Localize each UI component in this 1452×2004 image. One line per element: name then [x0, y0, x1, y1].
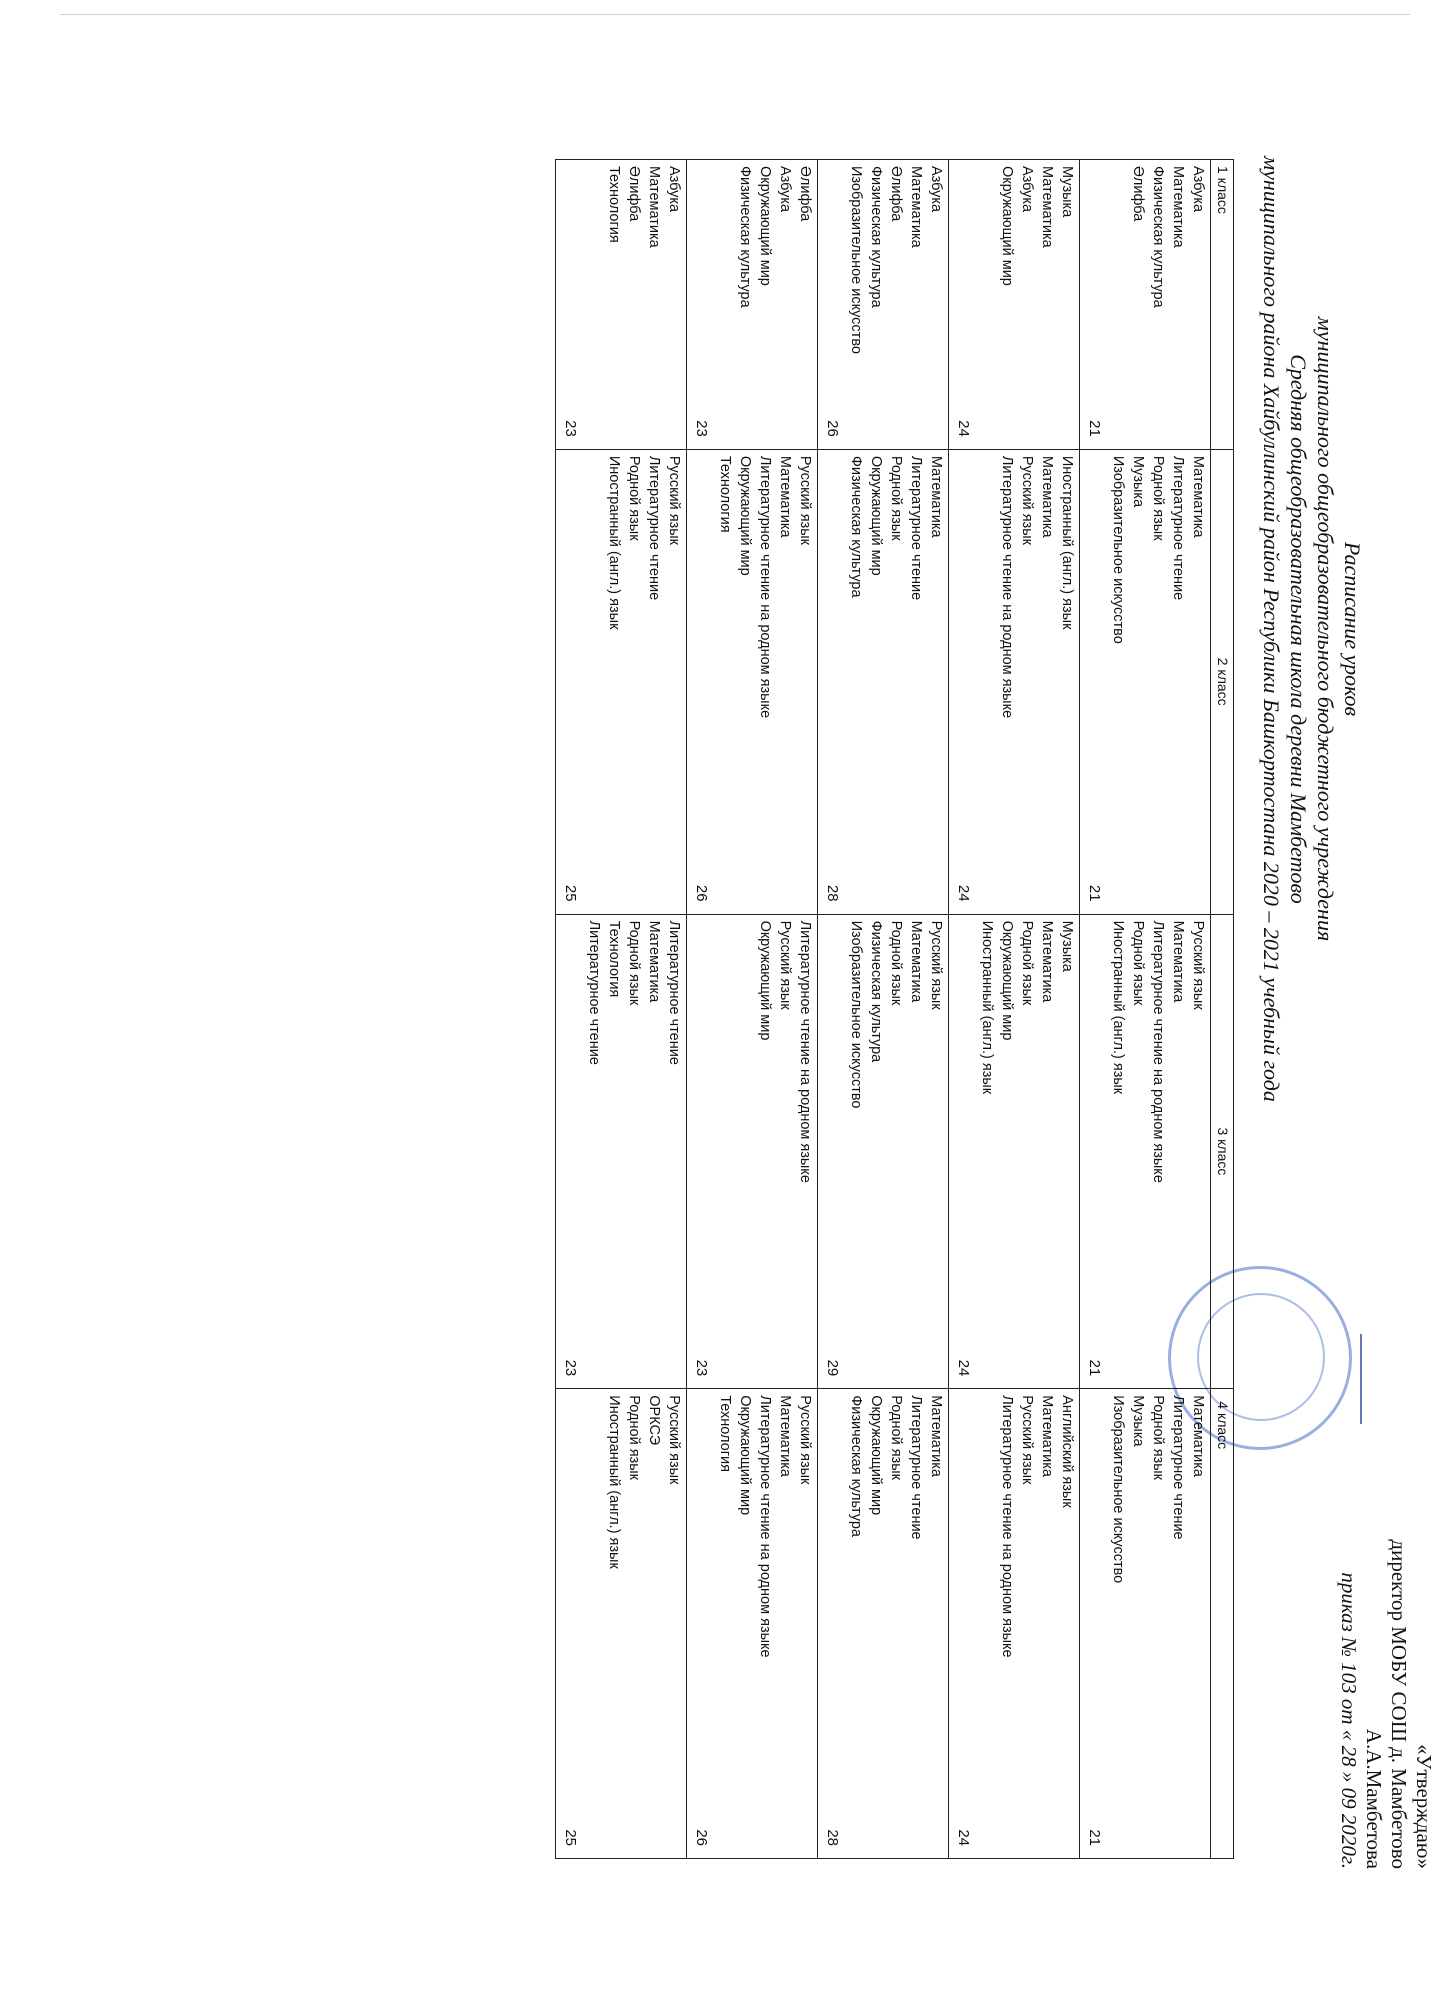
- title-line-4: муниципального района Хайбуллинский район Республики Башкортостана 2020 – 2021 учебный года: [1259, 156, 1284, 1102]
- title-line-1: Расписание уроков: [1340, 541, 1365, 717]
- lesson-name: Родной язык: [1130, 920, 1146, 1006]
- weekly-hours-total: 23: [562, 1359, 579, 1377]
- schedule-cell: [1080, 914, 1211, 1389]
- lesson-name: Русский язык: [928, 920, 944, 1010]
- lesson-name: Математика: [1190, 1395, 1206, 1477]
- schedule-cell: [818, 449, 949, 914]
- signature: [1360, 1334, 1384, 1424]
- schedule-cell: [1080, 1389, 1211, 1859]
- lesson-name: Математика: [777, 1395, 793, 1477]
- weekly-hours-total: 23: [693, 420, 710, 437]
- schedule-cell: [556, 160, 687, 450]
- weekly-hours-total: 24: [955, 884, 972, 902]
- weekly-hours-total: 24: [955, 1829, 972, 1846]
- lesson-name: Математика: [928, 1395, 944, 1477]
- lesson-name: Родной язык: [626, 455, 642, 541]
- lesson-name: Иностранный (англ.) язык: [606, 1395, 622, 1569]
- lesson-name: Математика: [1039, 166, 1055, 248]
- lesson-name: Литературное чтение: [1170, 1395, 1186, 1540]
- lesson-name: Математика: [928, 455, 944, 538]
- lesson-name: Русский язык: [797, 455, 813, 545]
- table-row: [949, 160, 1080, 1859]
- lesson-name: Литературное чтение: [666, 920, 682, 1065]
- lesson-name: Физическая культура: [868, 920, 884, 1063]
- schedule-cell: [949, 449, 1080, 914]
- lesson-name: Математика: [1039, 455, 1055, 538]
- lesson-name: Изобразительное искусство: [1110, 1395, 1126, 1584]
- lesson-name: Математика: [646, 920, 662, 1003]
- lesson-name: Родной язык: [888, 1395, 904, 1480]
- schedule-table: [555, 159, 1234, 1859]
- lesson-name: Әлифба: [626, 166, 642, 222]
- lesson-name: Физическая культура: [848, 1395, 864, 1537]
- lesson-name: Әлифба: [1130, 166, 1146, 222]
- lesson-name: Изобразительное искусство: [848, 920, 864, 1109]
- schedule-cell: [949, 914, 1080, 1389]
- schedule-cell: [818, 160, 949, 450]
- weekly-hours-total: 26: [824, 420, 841, 437]
- lesson-name: Иностранный (англ.) язык: [606, 455, 622, 630]
- lesson-name: Математика: [1170, 166, 1186, 248]
- lesson-name: Родной язык: [626, 1395, 642, 1480]
- schedule-cell: [556, 449, 687, 914]
- lesson-name: Музыка: [1130, 455, 1146, 508]
- schedule-cell: [1080, 160, 1211, 450]
- lesson-name: Русский язык: [1019, 455, 1035, 545]
- approval-block: [1336, 1539, 1436, 1869]
- rotated-page: [0, 4, 1448, 2004]
- lesson-name: Азбука: [1019, 166, 1035, 213]
- header-class-3: 3 класс: [1211, 914, 1234, 1389]
- title-line-2: муниципального общеобразовательного бюджетного учреждения: [1313, 316, 1338, 942]
- lesson-name: Родной язык: [888, 920, 904, 1006]
- table-row: [1080, 160, 1211, 1859]
- lesson-name: Музыка: [1059, 166, 1075, 218]
- table-row: [818, 160, 949, 1859]
- lesson-name: Литературное чтение на родном языке: [757, 455, 773, 719]
- lesson-name: Литературное чтение на родном языке: [797, 920, 813, 1183]
- schedule-cell: [818, 1389, 949, 1859]
- lesson-name: Музыка: [1059, 920, 1075, 972]
- lesson-name: Литературное чтение: [646, 455, 662, 601]
- lesson-name: Технология: [717, 455, 733, 533]
- weekly-hours-total: 26: [693, 884, 710, 902]
- lesson-name: Английский язык: [1059, 1395, 1075, 1508]
- lesson-name: Литературное чтение на родном языке: [757, 1395, 773, 1658]
- lesson-name: Родной язык: [626, 920, 642, 1006]
- lesson-name: Русский язык: [666, 455, 682, 545]
- lesson-name: Окружающий мир: [868, 1395, 884, 1516]
- header-class-4: 4 класс: [1211, 1389, 1234, 1859]
- lesson-name: Музыка: [1130, 1395, 1146, 1447]
- lesson-name: Математика: [777, 455, 793, 538]
- lesson-name: Литературное чтение на родном языке: [999, 1395, 1015, 1658]
- header-class-1: 1 класс: [1211, 160, 1234, 450]
- lesson-name: Математика: [1039, 920, 1055, 1003]
- schedule-cell: [687, 160, 818, 450]
- table-row: [687, 160, 818, 1859]
- schedule-cell: [556, 914, 687, 1389]
- lesson-name: Окружающий мир: [737, 1395, 753, 1516]
- lesson-name: Литературное чтение: [908, 1395, 924, 1540]
- lesson-name: Иностранный (англ.) язык: [979, 920, 995, 1095]
- schedule-cell: [687, 1389, 818, 1859]
- title-line-3: Средняя общеобразовательная школа деревни Мамбетово: [1286, 354, 1311, 904]
- document-title: [1258, 4, 1366, 1254]
- lesson-name: Физическая культура: [848, 455, 864, 598]
- weekly-hours-total: 28: [824, 1829, 841, 1846]
- lesson-name: Родной язык: [1019, 920, 1035, 1006]
- weekly-hours-total: 26: [693, 1829, 710, 1846]
- lesson-name: Литературное чтение на родном языке: [999, 455, 1015, 719]
- lesson-name: Әлифба: [888, 166, 904, 222]
- weekly-hours-total: 21: [1086, 420, 1103, 437]
- lesson-name: Литературное чтение: [1170, 455, 1186, 601]
- lesson-name: Русский язык: [777, 920, 793, 1010]
- lesson-name: Математика: [1170, 920, 1186, 1003]
- weekly-hours-total: 21: [1086, 1829, 1103, 1846]
- lesson-name: Математика: [646, 166, 662, 248]
- weekly-hours-total: 28: [824, 884, 841, 902]
- lesson-name: Русский язык: [666, 1395, 682, 1485]
- weekly-hours-total: 23: [562, 420, 579, 437]
- lesson-name: Русский язык: [797, 1395, 813, 1485]
- lesson-name: Окружающий мир: [757, 166, 773, 286]
- lesson-name: ОРКСЭ: [646, 1395, 662, 1446]
- approval-line-2: директор МОБУ СОШ д. Мамбетово: [1387, 1539, 1411, 1869]
- schedule-cell: [1080, 449, 1211, 914]
- lesson-name: Иностранный (англ.) язык: [1110, 920, 1126, 1095]
- lesson-name: Математика: [908, 166, 924, 248]
- lesson-name: Литературное чтение на родном языке: [1150, 920, 1166, 1183]
- lesson-name: Технология: [606, 920, 622, 998]
- weekly-hours-total: 24: [955, 1359, 972, 1377]
- lesson-name: Азбука: [1190, 166, 1206, 213]
- lesson-name: Физическая культура: [737, 166, 753, 308]
- lesson-name: Окружающий мир: [999, 166, 1015, 286]
- lesson-name: Математика: [1190, 455, 1206, 538]
- lesson-name: Родной язык: [1150, 1395, 1166, 1480]
- lesson-name: Окружающий мир: [999, 920, 1015, 1041]
- lesson-name: Изобразительное искусство: [848, 166, 864, 354]
- weekly-hours-total: 29: [824, 1359, 841, 1377]
- weekly-hours-total: 21: [1086, 884, 1103, 902]
- lesson-name: Иностранный (англ.) язык: [1059, 455, 1075, 630]
- lesson-name: Технология: [717, 1395, 733, 1472]
- schedule-cell: [687, 914, 818, 1389]
- lesson-name: Родной язык: [1150, 455, 1166, 541]
- approval-line-3: А.А.Мамбетова: [1362, 1728, 1386, 1869]
- approval-order-line: приказ № 103 от « 28 » 09 2020г.: [1337, 1572, 1361, 1869]
- schedule-cell: [556, 1389, 687, 1859]
- lesson-name: Окружающий мир: [757, 920, 773, 1041]
- lesson-name: Русский язык: [1019, 1395, 1035, 1485]
- weekly-hours-total: 24: [955, 420, 972, 437]
- schedule-cell: [949, 160, 1080, 450]
- lesson-name: Изобразительное искусство: [1110, 455, 1126, 644]
- schedule-cell: [949, 1389, 1080, 1859]
- table-row: [556, 160, 687, 1859]
- lesson-name: Физическая культура: [868, 166, 884, 308]
- approval-line-1: «Утверждаю»: [1412, 1744, 1436, 1869]
- schedule-cell: [818, 914, 949, 1389]
- weekly-hours-total: 23: [693, 1359, 710, 1377]
- lesson-name: Азбука: [666, 166, 682, 213]
- lesson-name: Литературное чтение: [586, 920, 602, 1065]
- header-class-2: 2 класс: [1211, 449, 1234, 914]
- schedule-cell: [687, 449, 818, 914]
- lesson-name: Русский язык: [1190, 920, 1206, 1010]
- lesson-name: Родной язык: [888, 455, 904, 541]
- weekly-hours-total: 21: [1086, 1359, 1103, 1377]
- lesson-name: Литературное чтение: [908, 455, 924, 601]
- lesson-name: Математика: [908, 920, 924, 1003]
- weekly-hours-total: 25: [562, 1829, 579, 1846]
- lesson-name: Технология: [606, 166, 622, 243]
- table-header-row: [1211, 160, 1234, 1859]
- lesson-name: Әлифба: [797, 166, 813, 222]
- lesson-name: Окружающий мир: [868, 455, 884, 576]
- lesson-name: Азбука: [928, 166, 944, 213]
- lesson-name: Математика: [1039, 1395, 1055, 1477]
- lesson-name: Азбука: [777, 166, 793, 213]
- lesson-name: Физическая культура: [1150, 166, 1166, 308]
- lesson-name: Окружающий мир: [737, 455, 753, 576]
- weekly-hours-total: 25: [562, 884, 579, 902]
